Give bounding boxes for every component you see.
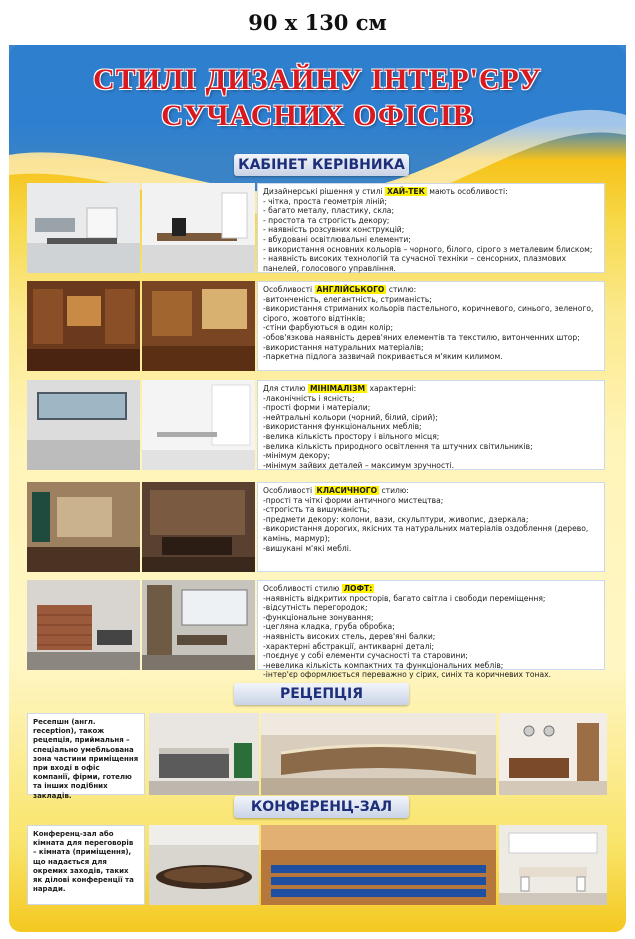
section-cabinet: КАБІНЕТ КЕРІВНИКА: [234, 154, 409, 176]
classic-photo-2: [142, 482, 255, 572]
feature-line: -паркетна підлога зазвичай покривається м'яким килимом.: [263, 352, 503, 362]
feature-line: -відсутність перегородок;: [263, 603, 368, 613]
feature-line: -прості форми і матеріали;: [263, 403, 371, 413]
intro-text: характерні:: [367, 384, 417, 393]
reception-photo-1: [149, 713, 259, 795]
minimalism-photo-2: [142, 380, 255, 470]
feature-line: -невелика кількість компактних та функціональних меблів;: [263, 660, 504, 670]
feature-line: -велика кількість простору і вільного місця;: [263, 431, 440, 441]
intro-text: Дизайнерські рішення у стилі: [263, 187, 385, 196]
feature-line: -обов'язкова наявність дерев'яних елементів та текстилю, витонченних штор;: [263, 332, 580, 342]
style-row-classic: [27, 482, 605, 572]
feature-line: -цегляна кладка, груба обробка;: [263, 622, 395, 632]
style-row-english: [27, 281, 605, 371]
feature-line: -прості та чіткі форми античного мистецтва;: [263, 495, 444, 505]
classic-description: [257, 482, 605, 572]
feature-line: -поєднує у собі елементи сучасності та старовини;: [263, 651, 468, 661]
feature-line: -строгість та вишуканість;: [263, 505, 370, 515]
feature-line: -використання натуральних матеріалів;: [263, 342, 424, 352]
english-photo-2: [142, 281, 255, 371]
hitech-photo-1: [27, 183, 140, 273]
feature-line: -інтер'єр оформлюється переважно у сірих, синіх та коричневих тонах.: [263, 670, 552, 680]
conference-photo-3: [499, 825, 607, 905]
intro-text: стилю:: [386, 285, 417, 294]
feature-line: -предмети декору: колони, вази, скульптури, живопис, дзеркала;: [263, 514, 529, 524]
intro-text: стилю:: [379, 486, 409, 495]
hitech-photo-2: [142, 183, 255, 273]
loft-photo-1: [27, 580, 140, 670]
feature-line: -нейтральні кольори (чорний, білий, сірий);: [263, 412, 438, 422]
intro-text: Особливості: [263, 285, 315, 294]
style-name-highlight: ЛОФТ:: [343, 584, 373, 593]
reception-description: Ресепшн (англ. reception), також рецепція, приймальня – спеціально умебльована зона частини приміщення при вході в офіс компанії, фірми, готелю та інших подібних закладів.: [27, 713, 145, 795]
style-row-hitech: [27, 183, 605, 273]
feature-line: -використання стриманих кольорів пастельного, коричневого, синього, зеленого, сірого, жовтого відтінків;: [263, 304, 594, 323]
reception-photo-2: [261, 713, 496, 795]
feature-line: - використання основних кольорів – чорного, білого, сірого з металевим блиском;: [263, 244, 593, 254]
feature-line: -функціональне зонування;: [263, 612, 374, 622]
style-name-highlight: АНГЛІЙСЬКОГО: [316, 285, 385, 294]
style-name-highlight: ХАЙ-ТЕК: [387, 187, 425, 196]
feature-line: -витонченість, елегантність, стриманість;: [263, 294, 432, 304]
loft-photo-2: [142, 580, 255, 670]
style-row-minimalism: [27, 380, 605, 470]
loft-description: [257, 580, 605, 680]
feature-line: -велика кількість природного освітлення та штучних світильників;: [263, 441, 533, 451]
intro-text: Особливості: [263, 486, 315, 495]
style-name-highlight: МІНІМАЛІЗМ: [309, 384, 366, 393]
feature-line: - чітка, проста геометрія ліній;: [263, 196, 387, 206]
feature-line: -характерні абстракції, антикварні деталі;: [263, 641, 435, 651]
intro-text: мають особливості:: [426, 187, 508, 196]
conference-photo-1: [149, 825, 259, 905]
classic-photo-1: [27, 482, 140, 572]
feature-line: -мінімум зайвих деталей – максимум зручності.: [263, 460, 455, 470]
feature-line: - вбудовані освітлювальні елементи;: [263, 234, 411, 244]
feature-line: - наявність високих технологій та сучасної техніки – сенсорних, плазмових панелей, голосового управління.: [263, 254, 567, 273]
feature-line: -стіни фарбуються в один колір;: [263, 323, 394, 333]
title-line-2: СУЧАСНИХ ОФІСІВ: [161, 99, 474, 132]
english-description: [257, 281, 605, 371]
minimalism-description: [257, 380, 605, 470]
poster-board: [9, 45, 626, 932]
feature-line: - багато металу, пластику, скла;: [263, 206, 395, 216]
title-line-1: СТИЛІ ДИЗАЙНУ ІНТЕР'ЄРУ: [93, 63, 542, 96]
feature-line: - наявність розсувних конструкцій;: [263, 225, 405, 235]
feature-line: -вишукані м'які меблі.: [263, 543, 352, 553]
reception-photo-3: [499, 713, 607, 795]
feature-line: -мінімум декору;: [263, 451, 331, 461]
conference-description: Конференц-зал або кімната для переговорів – кімната (приміщення), що надається для окремих заходів, таких як ділові конференції та наради.: [27, 825, 145, 905]
intro-text: Особливості стилю: [263, 584, 342, 593]
feature-line: - простота та строгість декору;: [263, 215, 390, 225]
feature-line: -використання дорогих, якісних та натуральних матеріалів оздоблення (дерево, камінь, мармур);: [263, 524, 589, 543]
size-label: 90 x 130 см: [248, 10, 387, 35]
style-name-highlight: КЛАСИЧНОГО: [316, 486, 378, 495]
hitech-description: [257, 183, 605, 273]
feature-line: -лаконічність і ясність;: [263, 393, 355, 403]
feature-line: -використання функціональних меблів;: [263, 422, 422, 432]
feature-line: -наявність високих стель, дерев'яні балки;: [263, 631, 436, 641]
style-row-loft: [27, 580, 605, 680]
english-photo-1: [27, 281, 140, 371]
minimalism-photo-1: [27, 380, 140, 470]
feature-line: -наявність відкритих просторів, багато світла і свободи переміщення;: [263, 593, 546, 603]
section-reception: РЕЦЕПЦІЯ: [234, 683, 409, 705]
section-conference: КОНФЕРЕНЦ-ЗАЛ: [234, 796, 409, 818]
intro-text: Для стилю: [263, 384, 308, 393]
conference-photo-2: [261, 825, 496, 905]
